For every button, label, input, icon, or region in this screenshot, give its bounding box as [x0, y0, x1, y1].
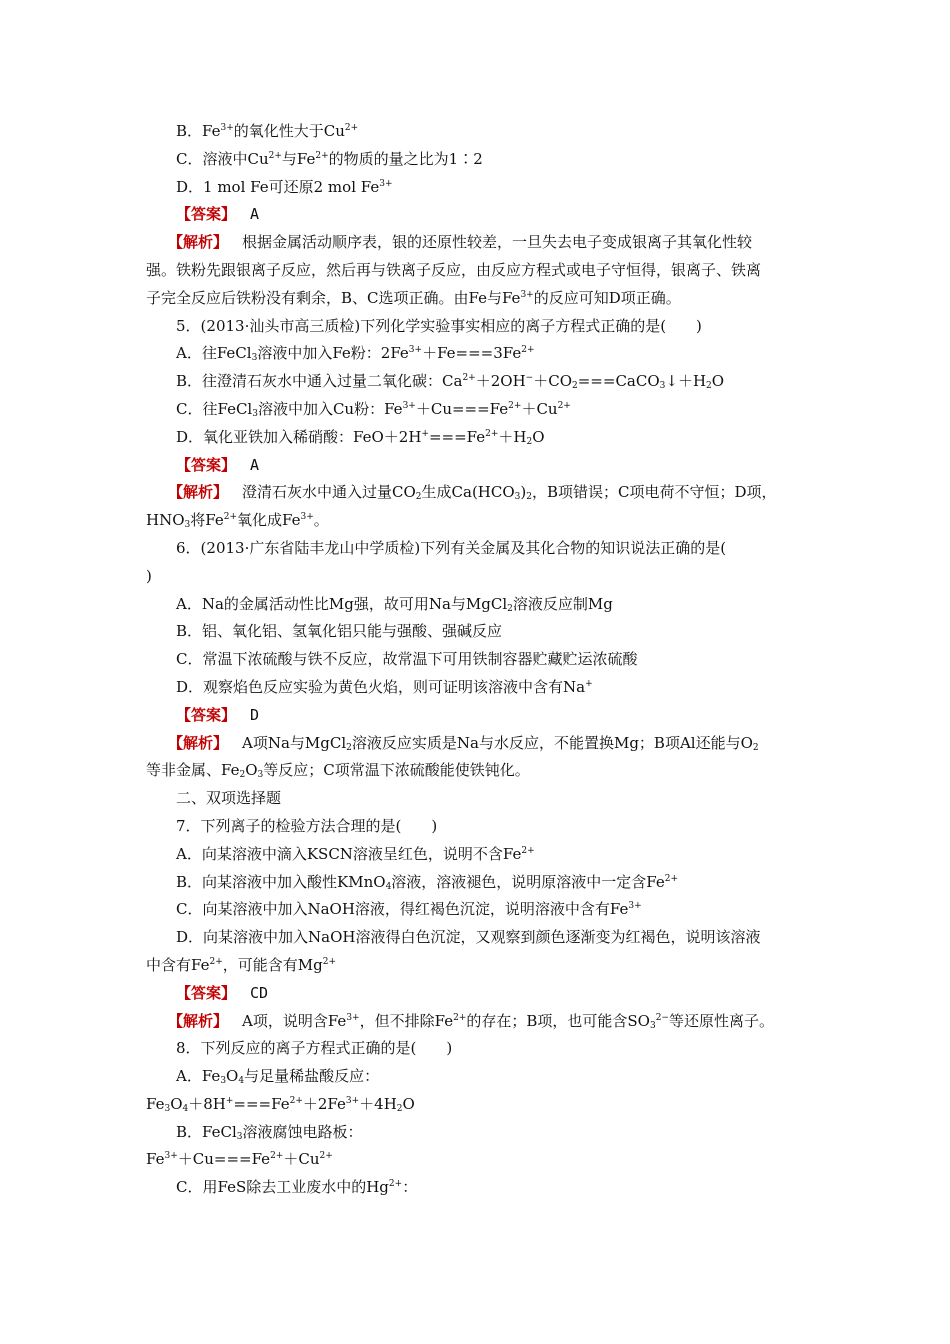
q6-analysis-line-2: 等非金属、$Fe_2O_3$等反应；C项常温下浓硫酸能使铁钝化。 — [146, 761, 530, 781]
answer-value: A — [250, 205, 260, 224]
q7-option-a: A．向某溶液中滴入KSCN溶液呈红色，说明不含$Fe^{2+}$ — [176, 844, 535, 863]
q4-answer — [146, 201, 816, 229]
q6-stem-line-2: ) — [146, 566, 152, 585]
analysis-tag: 【解析】 — [168, 233, 229, 252]
q5-option-a: A．往FeCl$_3$溶液中加入Fe粉：$2Fe^{3+}+Fe===3Fe^{2+}$ — [176, 344, 535, 364]
q4-option-c: C．溶液中$Cu^{2+}$与$Fe^{2+}$的物质的量之比为1∶2 — [176, 149, 483, 168]
q5-stem: 5．(2013·汕头市高三质检)下列化学实验事实相应的离子方程式正确的是( ) — [176, 316, 702, 335]
q8-option-a-equation: $Fe_3O_4+8H^+===Fe^{2+}+2Fe^{3+}+4H_2O$ — [146, 1094, 415, 1114]
answer-value: A — [250, 455, 260, 474]
document-body — [146, 118, 816, 1202]
q6-analysis-line-1: 【解析】 A项Na与MgCl$_2$溶液反应实质是Na与水反应，不能置换Mg；B项Al还能与$O_2$ — [168, 733, 759, 753]
q8-option-b: B．FeCl$_3$溶液腐蚀电路板： — [176, 1122, 363, 1142]
q5-analysis-line-1: 【解析】 澄清石灰水中通入过量$CO_2$生成$Ca(HCO_3)_2$，B项错误；C项电荷不守恒；D项， — [168, 483, 777, 503]
answer-tag: 【答案】 — [176, 455, 237, 474]
q7-answer — [146, 980, 816, 1008]
analysis-tag: 【解析】 — [168, 483, 229, 502]
q8-stem: 8．下列反应的离子方程式正确的是( ) — [176, 1039, 453, 1058]
q5-option-d: D．氧化亚铁加入稀硝酸：$FeO+2H^+===Fe^{2+}+H_2O$ — [176, 427, 545, 447]
q7-option-b: B．向某溶液中加入酸性KMnO$_4$溶液，溶液褪色，说明原溶液中一定含$Fe^{2+}$ — [176, 872, 679, 892]
q5-answer — [146, 452, 816, 480]
q7-option-d-line-2: 中含有$Fe^{2+}$，可能含有$Mg^{2+}$ — [146, 955, 336, 974]
answer-tag: 【答案】 — [176, 983, 237, 1002]
q5-analysis-line-2: $HNO_3$将$Fe^{2+}$氧化成$Fe^{3+}$。 — [146, 511, 329, 531]
q8-option-c: C．用FeS除去工业废水中的$Hg^{2+}$： — [176, 1178, 418, 1197]
q7-option-d-line-1: D．向某溶液中加入NaOH溶液得白色沉淀，又观察到颜色逐渐变为红褐色，说明该溶液 — [176, 928, 761, 947]
q6-option-b: B．铝、氧化铝、氢氧化铝只能与强酸、强碱反应 — [176, 622, 503, 641]
q4-analysis-line-3: 子完全反应后铁粉没有剩余，B、C选项正确。由Fe与$Fe^{3+}$的反应可知D项正确。 — [146, 288, 681, 307]
q7-option-c: C．向某溶液中加入NaOH溶液，得红褐色沉淀，说明溶液中含有$Fe^{3+}$ — [176, 900, 642, 919]
q6-option-c: C．常温下浓硫酸与铁不反应，故常温下可用铁制容器贮藏贮运浓硫酸 — [176, 650, 638, 669]
q4-analysis-line-2: 强。铁粉先跟银离子反应，然后再与铁离子反应，由反应方程式或电子守恒得，银离子、铁离 — [146, 260, 762, 279]
q4-option-b: B．$Fe^{3+}$的氧化性大于$Cu^{2+}$ — [176, 122, 359, 140]
section-heading: 二、双项选择题 — [176, 789, 282, 808]
q5-option-b: B．往澄清石灰水中通入过量二氧化碳：$Ca^{2+}+2OH^-+CO_2===CaCO_3↓+H_2O$ — [176, 372, 725, 392]
q5-option-c: C．往FeCl$_3$溶液中加入Cu粉：$Fe^{3+}+Cu===Fe^{2+}+Cu^{2+}$ — [176, 399, 571, 419]
q6-option-a: A．Na的金属活动性比Mg强，故可用Na与MgCl$_2$溶液反应制Mg — [176, 594, 613, 614]
answer-value: CD — [250, 983, 269, 1002]
q4-analysis-line-1: 【解析】 根据金属活动顺序表，银的还原性较差，一旦失去电子变成银离子其氧化性较 — [168, 233, 753, 252]
analysis-tag: 【解析】 — [168, 1011, 229, 1030]
answer-value: D — [250, 705, 260, 724]
analysis-tag: 【解析】 — [168, 733, 229, 752]
q7-stem: 7．下列离子的检验方法合理的是( ) — [176, 816, 438, 835]
q6-answer — [146, 702, 816, 730]
q8-option-a: A．$Fe_3O_4$与足量稀盐酸反应： — [176, 1067, 380, 1087]
q6-option-d: D．观察焰色反应实验为黄色火焰，则可证明该溶液中含有Na+ — [176, 677, 593, 696]
answer-tag: 【答案】 — [176, 705, 237, 724]
q6-stem-line-1: 6．(2013·广东省陆丰龙山中学质检)下列有关金属及其化合物的知识说法正确的是( — [176, 538, 727, 557]
answer-tag: 【答案】 — [176, 205, 237, 224]
q4-option-d: D．1 mol Fe可还原2 mol $Fe^{3+}$ — [176, 177, 393, 196]
q8-option-b-equation: $Fe^{3+}+Cu===Fe^{2+}+Cu^{2+}$ — [146, 1150, 333, 1169]
q7-analysis-line-1: 【解析】 A项，说明含$Fe^{3+}$，但不排除$Fe^{2+}$的存在；B项，也可能含$SO_3^{2-}$等还原性离子。 — [168, 1011, 774, 1031]
